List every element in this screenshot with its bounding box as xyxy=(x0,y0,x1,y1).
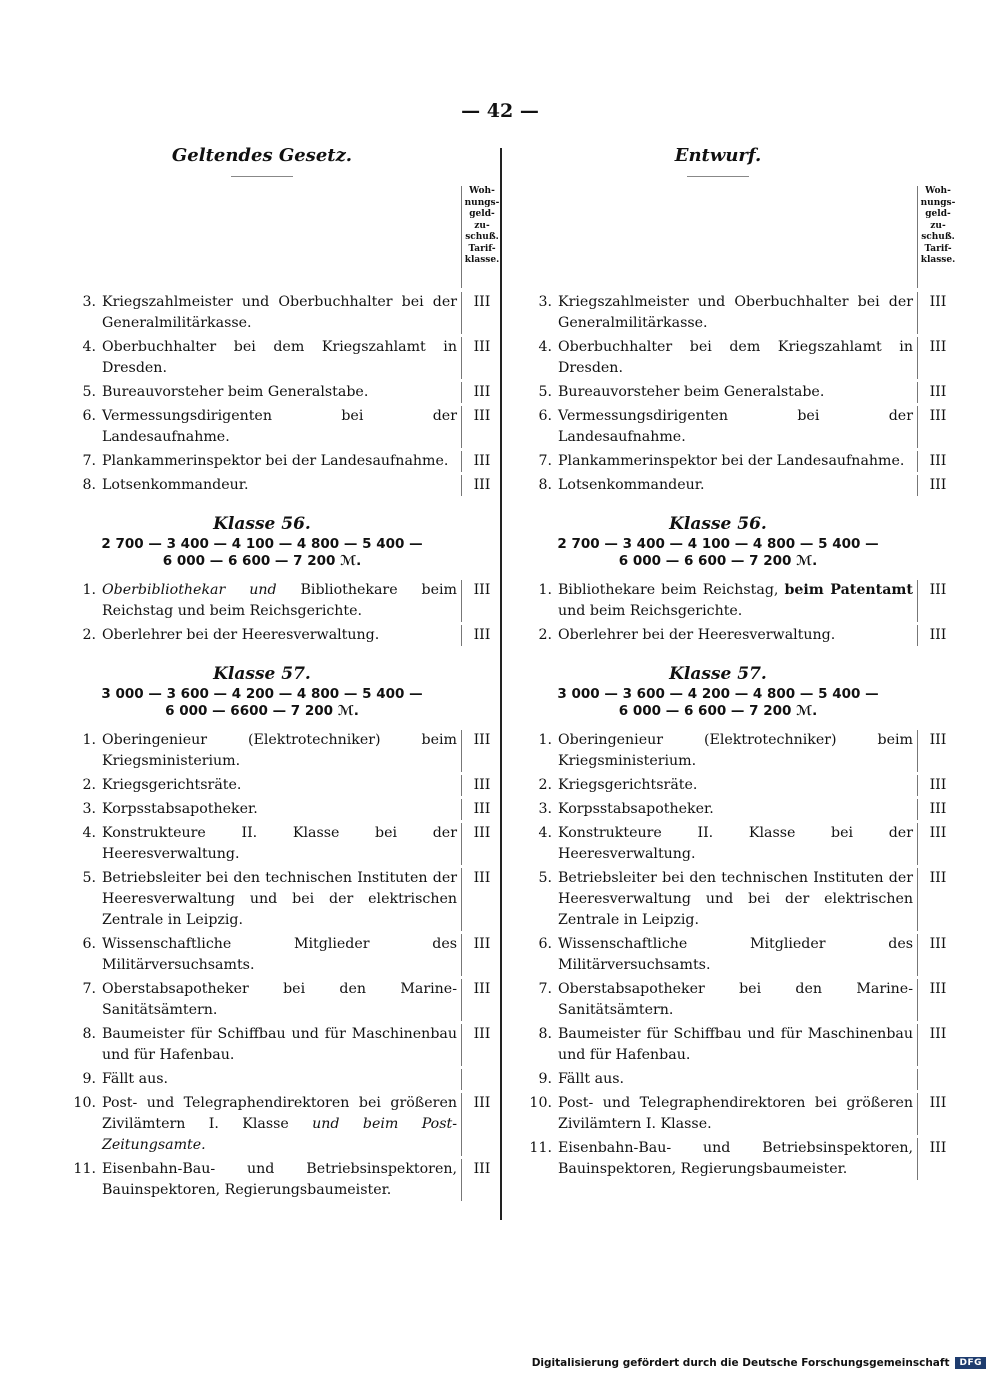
list-item: 6. Vermessungsdirigenten bei der Landesaufnahme. III xyxy=(62,406,502,448)
column-title: Geltendes Gesetz. xyxy=(171,145,353,166)
list-item: 5. Betriebsleiter bei den technischen Instituten der Heeresverwaltung und bei der elektrischen Zentrale in Leipzig. III xyxy=(62,868,502,931)
list-item: 9. Fällt aus. xyxy=(518,1069,958,1090)
footer-text: Digitalisierung gefördert durch die Deutsche Forschungsgemeinschaft xyxy=(531,1357,950,1369)
column-title: Entwurf. xyxy=(674,145,762,166)
class-57-heading: Klasse 57. 3 000 — 3 600 — 4 200 — 4 800 — 5 400 — 6 000 — 6 600 — 7 200 ℳ. xyxy=(518,662,958,720)
list-item: 8. Lotsenkommandeur. III xyxy=(518,475,958,496)
list-item: 10. Post- und Telegraphendirektoren bei größeren Zivilämtern I. Klasse und beim Post-Zeitungsamte. III xyxy=(62,1093,502,1156)
list-item: 1. Bibliothekare beim Reichstag, beim Patentamt und beim Reichsgerichte. III xyxy=(518,580,958,622)
list-item: 2. Kriegsgerichtsräte. III xyxy=(62,775,502,796)
list-item: 7. Plankammerinspektor bei der Landesaufnahme. III xyxy=(62,451,502,472)
salary-scale: 6 000 — 6 600 — 7 200 ℳ. xyxy=(162,553,362,569)
list-item: 7. Oberstabsapotheker bei den Marine-Sanitätsämtern. III xyxy=(62,979,502,1021)
class-56-heading: Klasse 56. 2 700 — 3 400 — 4 100 — 4 800 — 5 400 — 6 000 — 6 600 — 7 200 ℳ. xyxy=(62,512,502,570)
list-item: 3. Kriegszahlmeister und Oberbuchhalter bei der Generalmilitärkasse. III xyxy=(518,292,958,334)
list-item: 7. Oberstabsapotheker bei den Marine-Sanitätsämtern. III xyxy=(518,979,958,1021)
list-item: 1. Oberingenieur (Elektrotechniker) beim Kriegsministerium. III xyxy=(518,730,958,772)
list-item: 11. Eisenbahn-Bau- und Betriebsinspektoren, Bauinspektoren, Regierungsbaumeister. III xyxy=(62,1159,502,1201)
list-item: 2. Kriegsgerichtsräte. III xyxy=(518,775,958,796)
list-item: 5. Bureauvorsteher beim Generalstabe. III xyxy=(518,382,958,403)
salary-scale: 3 000 — 3 600 — 4 200 — 4 800 — 5 400 — xyxy=(557,686,879,702)
list-item: 1. Oberbibliothekar und Bibliothekare beim Reichstag und beim Reichsgerichte. III xyxy=(62,580,502,622)
list-item: 5. Betriebsleiter bei den technischen Instituten der Heeresverwaltung und bei der elektrischen Zentrale in Leipzig. III xyxy=(518,868,958,931)
salary-scale: 3 000 — 3 600 — 4 200 — 4 800 — 5 400 — xyxy=(101,686,423,702)
list-item: 6. Wissenschaftliche Mitglieder des Militärversuchsamts. III xyxy=(518,934,958,976)
list-item: 2. Oberlehrer bei der Heeresverwaltung. III xyxy=(518,625,958,646)
salary-scale: 6 000 — 6 600 — 7 200 ℳ. xyxy=(618,553,818,569)
title-rule xyxy=(231,176,293,177)
list-item: 8. Baumeister für Schiffbau und für Maschinenbau und für Hafenbau. III xyxy=(62,1024,502,1066)
list-item: 3. Kriegszahlmeister und Oberbuchhalter bei der Generalmilitärkasse. III xyxy=(62,292,502,334)
footer-credit xyxy=(532,1357,986,1369)
salary-scale: 2 700 — 3 400 — 4 100 — 4 800 — 5 400 — xyxy=(101,536,423,552)
salary-scale: 6 000 — 6600 — 7 200 ℳ. xyxy=(165,703,359,719)
list-item: 8. Baumeister für Schiffbau und für Maschinenbau und für Hafenbau. III xyxy=(518,1024,958,1066)
list-item: 3. Korpsstabsapotheker. III xyxy=(62,799,502,820)
list-item: 2. Oberlehrer bei der Heeresverwaltung. III xyxy=(62,625,502,646)
page-number: — 42 — xyxy=(461,100,539,122)
salary-scale: 2 700 — 3 400 — 4 100 — 4 800 — 5 400 — xyxy=(557,536,879,552)
salary-scale: 6 000 — 6 600 — 7 200 ℳ. xyxy=(618,703,818,719)
tarif-header: Woh- nungs- geld- zu- schuß. Tarif- klasse. xyxy=(461,186,502,288)
column-entwurf xyxy=(518,142,958,1177)
list-item: 4. Oberbuchhalter bei dem Kriegszahlamt in Dresden. III xyxy=(518,337,958,379)
list-item: 6. Wissenschaftliche Mitglieder des Militärversuchsamts. III xyxy=(62,934,502,976)
column-geltendes-gesetz xyxy=(62,142,502,1198)
list-item: 6. Vermessungsdirigenten bei der Landesaufnahme. III xyxy=(518,406,958,448)
class-57-heading: Klasse 57. 3 000 — 3 600 — 4 200 — 4 800 — 5 400 — 6 000 — 6600 — 7 200 ℳ. xyxy=(62,662,502,720)
dfg-logo-icon: DFG xyxy=(955,1357,986,1369)
list-item: 1. Oberingenieur (Elektrotechniker) beim Kriegsministerium. III xyxy=(62,730,502,772)
list-item: 3. Korpsstabsapotheker. III xyxy=(518,799,958,820)
class-56-heading: Klasse 56. 2 700 — 3 400 — 4 100 — 4 800 — 5 400 — 6 000 — 6 600 — 7 200 ℳ. xyxy=(518,512,958,570)
list-item: 5. Bureauvorsteher beim Generalstabe. III xyxy=(62,382,502,403)
list-item: 10. Post- und Telegraphendirektoren bei größeren Zivilämtern I. Klasse. III xyxy=(518,1093,958,1135)
list-item: 4. Oberbuchhalter bei dem Kriegszahlamt in Dresden. III xyxy=(62,337,502,379)
list-item: 4. Konstrukteure II. Klasse bei der Heeresverwaltung. III xyxy=(62,823,502,865)
list-item: 11. Eisenbahn-Bau- und Betriebsinspektoren, Bauinspektoren, Regierungsbaumeister. III xyxy=(518,1138,958,1180)
tarif-header: Woh- nungs- geld- zu- schuß. Tarif- klasse. xyxy=(917,186,958,288)
list-item: 9. Fällt aus. xyxy=(62,1069,502,1090)
title-rule xyxy=(687,176,749,177)
list-item: 7. Plankammerinspektor bei der Landesaufnahme. III xyxy=(518,451,958,472)
list-item: 8. Lotsenkommandeur. III xyxy=(62,475,502,496)
list-item: 4. Konstrukteure II. Klasse bei der Heeresverwaltung. III xyxy=(518,823,958,865)
